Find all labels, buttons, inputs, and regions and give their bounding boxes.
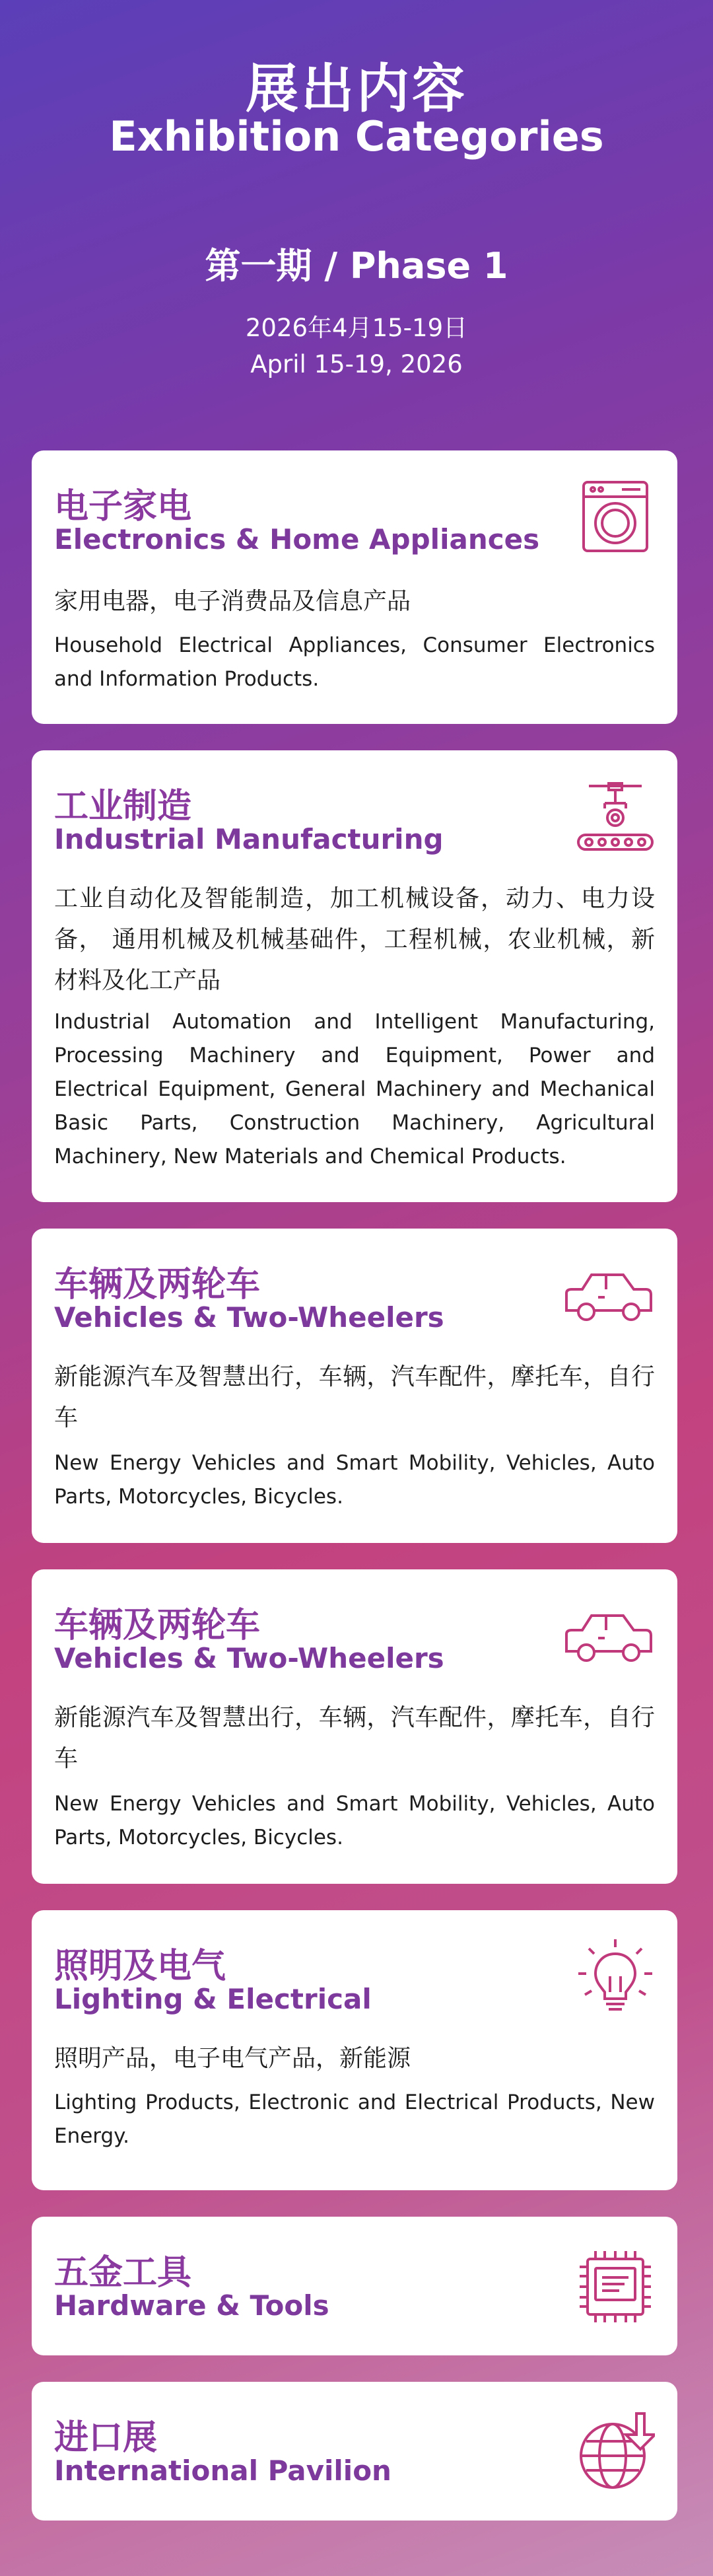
phase-label: 第一期 / Phase 1 <box>205 245 508 287</box>
category-title-cn: 工业制造 <box>54 787 192 826</box>
category-desc-cn: 新能源汽车及智慧出行，车辆，汽车配件，摩托车，自行车 <box>54 1363 655 1431</box>
category-desc-en: New Energy Vehicles and Smart Mobility, Vehicles, Auto Parts, Motorcycles, Bicycles. <box>54 1451 655 1509</box>
category-card-electronics[interactable] <box>32 450 677 724</box>
category-desc-cn: 新能源汽车及智慧出行，车辆，汽车配件，摩托车，自行车 <box>54 1704 655 1772</box>
globe-import-icon <box>576 2412 655 2491</box>
category-title-en: Industrial Manufacturing <box>54 823 444 855</box>
microchip-icon <box>576 2247 655 2326</box>
category-title-en: Electronics & Home Appliances <box>54 523 540 555</box>
category-title-en: Hardware & Tools <box>54 2289 329 2322</box>
category-title-cn: 电子家电 <box>54 487 192 526</box>
category-desc-cn: 工业自动化及智能制造，加工机械设备，动力、电力设备， 通用机械及机械基础件，工程机械，农业机械，新材料及化工产品 <box>54 885 655 994</box>
category-title-cn: 车辆及两轮车 <box>54 1265 261 1305</box>
category-card-vehicles[interactable] <box>32 1229 677 1543</box>
category-desc-en: Household Electrical Appliances, Consumer Electronics and Information Products. <box>54 633 655 691</box>
category-card-international[interactable] <box>32 2382 677 2521</box>
car-icon <box>562 1596 655 1675</box>
category-title-en: International Pavilion <box>54 2454 391 2487</box>
light-bulb-icon <box>576 1937 655 2016</box>
category-title-cn: 进口展 <box>54 2418 158 2458</box>
category-title-cn: 照明及电气 <box>54 1947 226 1986</box>
category-card-industrial[interactable] <box>32 750 677 1202</box>
category-title-en: Lighting & Electrical <box>54 1983 372 2015</box>
washing-machine-icon <box>576 477 655 556</box>
date-en: April 15-19, 2026 <box>250 350 463 378</box>
category-desc-en: Lighting Products, Electronic and Electrical Products, New Energy. <box>54 2091 655 2148</box>
category-card-vehicles-2[interactable] <box>32 1569 677 1884</box>
category-desc-cn: 家用电器，电子消费品及信息产品 <box>54 588 411 615</box>
robot-arm-conveyor-icon <box>576 777 655 856</box>
car-icon <box>562 1255 655 1334</box>
category-desc-cn: 照明产品，电子电气产品，新能源 <box>54 2045 411 2072</box>
category-desc-en: Industrial Automation and Intelligent Manufacturing, Processing Machinery and Equipment, Power and Electrical Equipment, General Machinery and Mechanical Basic Parts, Construction Machinery, Agricultural Machinery, New Materials and Chemical Products. <box>54 1010 655 1168</box>
category-title-cn: 车辆及两轮车 <box>54 1606 261 1645</box>
category-title-cn: 五金工具 <box>54 2253 192 2293</box>
category-title-en: Vehicles & Two-Wheelers <box>54 1301 444 1334</box>
page-title-cn: 展出内容 <box>246 58 467 120</box>
category-card-hardware[interactable] <box>32 2217 677 2355</box>
page-title-en: Exhibition Categories <box>109 112 604 161</box>
category-card-lighting[interactable] <box>32 1910 677 2190</box>
date-cn: 2026年4月15-19日 <box>245 314 468 342</box>
category-title-en: Vehicles & Two-Wheelers <box>54 1642 444 1674</box>
category-desc-en: New Energy Vehicles and Smart Mobility, Vehicles, Auto Parts, Motorcycles, Bicycles. <box>54 1792 655 1849</box>
